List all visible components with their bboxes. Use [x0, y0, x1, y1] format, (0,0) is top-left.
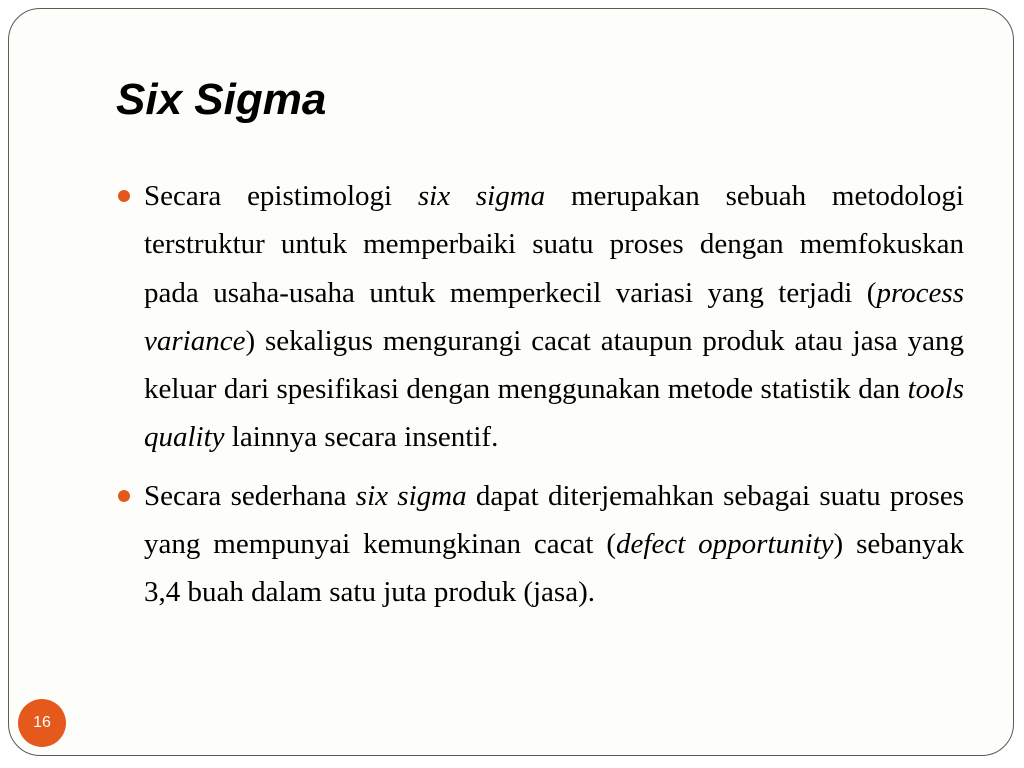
bullet-text: ) sekaligus mengurangi cacat ataupun produk atau jasa yang keluar dari spesifikasi dengan menggunakan metode statistik dan — [144, 324, 964, 406]
bullet-emphasis: six sigma — [417, 180, 546, 212]
bullet-emphasis: defect opportunity — [616, 528, 834, 561]
bullet-text: Secara sederhana — [144, 479, 356, 512]
bullet-text: merupakan sebuah metodologi terstruktur untuk memperbaiki suatu proses dengan memfokuskan pada usaha-usaha untuk memperkecil variasi yang terjadi ( — [144, 180, 964, 309]
bullet-text: ) sebanyak 3,4 buah dalam satu juta produk (jasa). — [144, 528, 964, 609]
page-number-badge: 16 — [18, 699, 66, 747]
bullet-dot-icon — [118, 190, 130, 202]
bullet-item — [116, 172, 964, 462]
bullet-emphasis: tools quality — [144, 373, 964, 454]
bullet-item — [116, 472, 964, 617]
bullet-text: dapat diterjemahkan sebagai suatu proses yang mempunyai kemungkinan cacat ( — [144, 479, 965, 561]
bullet-text: Secara epistimologi — [144, 180, 418, 212]
slide-title: Six Sigma — [116, 75, 327, 124]
bullet-emphasis: six sigma — [355, 479, 467, 512]
bullet-list — [116, 172, 964, 627]
bullet-text: lainnya secara insentif. — [224, 421, 499, 454]
bullet-emphasis: process variance — [144, 276, 964, 357]
bullet-dot-icon — [118, 490, 130, 502]
